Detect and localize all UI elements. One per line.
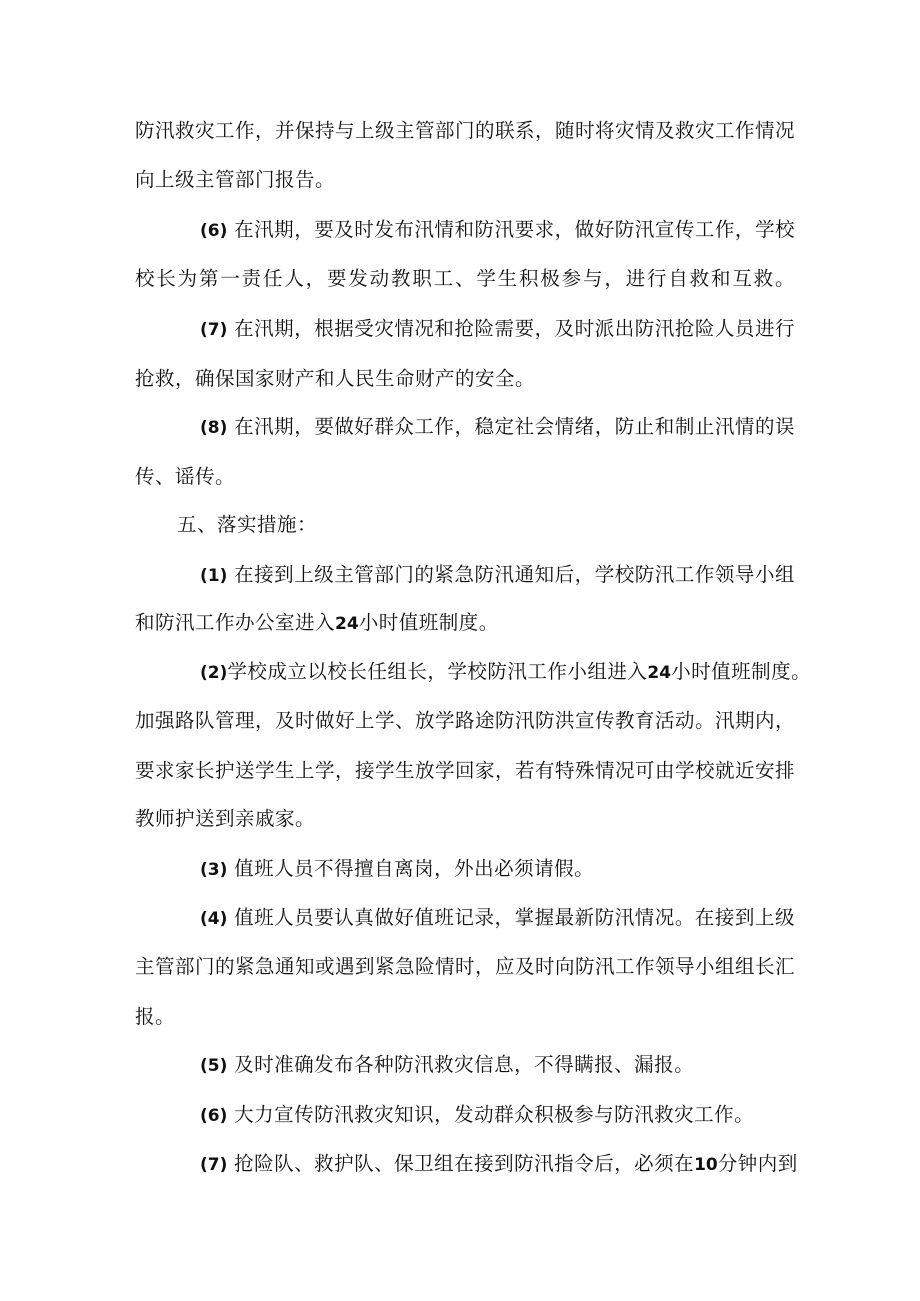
item-number: (5) <box>200 1056 228 1076</box>
line-text: 学校成立以校长任组长，学校防汛工作小组进入 <box>227 660 648 683</box>
line-text: 在汛期，根据受灾情况和抢险需要，及时派出防汛抢险人员进行 <box>234 317 795 340</box>
item-number: (6) <box>200 221 228 241</box>
line-text: 要求家长护送学生上学，接学生放学回家，若有特殊情况可由学校就近安排 <box>135 759 796 782</box>
line-text: 值班人员不得擅自离岗，外出必须请假。 <box>234 857 595 880</box>
paragraph-8-line <box>200 414 795 441</box>
text-line <box>135 118 795 144</box>
heading-text: 五、落实措施： <box>177 513 318 536</box>
paragraph-7-line <box>200 316 795 343</box>
line-text: 抢救，确保国家财产和人民生命财产的安全。 <box>135 367 536 390</box>
line-text: 报。 <box>135 1005 176 1028</box>
item-number: (3) <box>200 860 228 880</box>
text-line <box>135 708 795 734</box>
line-text: 小时值班制度。 <box>671 660 812 683</box>
measure-7-line <box>200 1151 798 1178</box>
item-number: (7) <box>200 320 228 340</box>
measure-3-line <box>200 856 795 883</box>
item-number: (2) <box>200 663 228 683</box>
paragraph-6-line <box>200 217 795 244</box>
line-text: 在汛期，要及时发布汛情和防汛要求，做好防汛宣传工作，学校 <box>234 218 795 241</box>
line-text: 向上级主管部门报告。 <box>135 168 336 191</box>
line-text: 校长为第一责任人，要发动教职工、学生积极参与，进行自救和互救。 <box>135 267 795 290</box>
item-number: (6) <box>200 1106 228 1126</box>
hours-number: 24 <box>335 614 359 634</box>
measure-2-line <box>200 659 812 686</box>
line-text: 小时值班制度。 <box>358 611 499 634</box>
item-number: (7) <box>200 1155 228 1175</box>
measure-1-line <box>200 562 795 589</box>
line-text: 教师护送到亲戚家。 <box>135 807 316 830</box>
text-line <box>135 464 795 490</box>
line-text: 加强路队管理，及时做好上学、放学路途防汛防洪宣传教育活动。汛期内， <box>135 709 796 732</box>
line-text: 在接到上级主管部门的紧急防汛通知后，学校防汛工作领导小组 <box>234 563 795 586</box>
text-line <box>135 758 795 784</box>
line-text: 大力宣传防汛救灾知识，发动群众积极参与防汛救灾工作。 <box>234 1103 755 1126</box>
text-line <box>135 366 795 392</box>
line-text: 抢险队、救护队、保卫组在接到防汛指令后，必须在 <box>234 1152 695 1175</box>
line-text: 主管部门的紧急通知或遇到紧急险情时，应及时向防汛工作领导小组组长汇 <box>135 955 796 978</box>
measure-6-line <box>200 1102 795 1129</box>
item-number: (4) <box>200 909 228 929</box>
line-text: 和防汛工作办公室进入 <box>135 611 336 634</box>
text-line <box>135 806 795 832</box>
measure-5-line <box>200 1052 795 1079</box>
text-line <box>135 1004 795 1030</box>
hours-number: 24 <box>647 663 672 683</box>
line-text: 分钟内到 <box>717 1152 798 1175</box>
text-line <box>135 266 795 292</box>
line-text: 及时准确发布各种防汛救灾信息，不得瞒报、漏报。 <box>234 1053 695 1076</box>
line-text: 值班人员要认真做好值班记录，掌握最新防汛情况。在接到上级 <box>234 906 795 929</box>
text-line <box>135 167 795 193</box>
measure-4-line <box>200 905 795 932</box>
line-text: 传、谣传。 <box>135 465 236 488</box>
item-number: (1) <box>200 566 228 586</box>
line-text: 防汛救灾工作，并保持与上级主管部门的联系，随时将灾情及救灾工作情况 <box>135 119 796 142</box>
text-line <box>135 954 795 980</box>
text-line <box>135 610 795 637</box>
minutes-number: 10 <box>694 1155 718 1175</box>
line-text: 在汛期，要做好群众工作，稳定社会情绪，防止和制止汛情的误 <box>234 415 795 438</box>
section-heading <box>177 512 477 538</box>
item-number: (8) <box>200 418 228 438</box>
